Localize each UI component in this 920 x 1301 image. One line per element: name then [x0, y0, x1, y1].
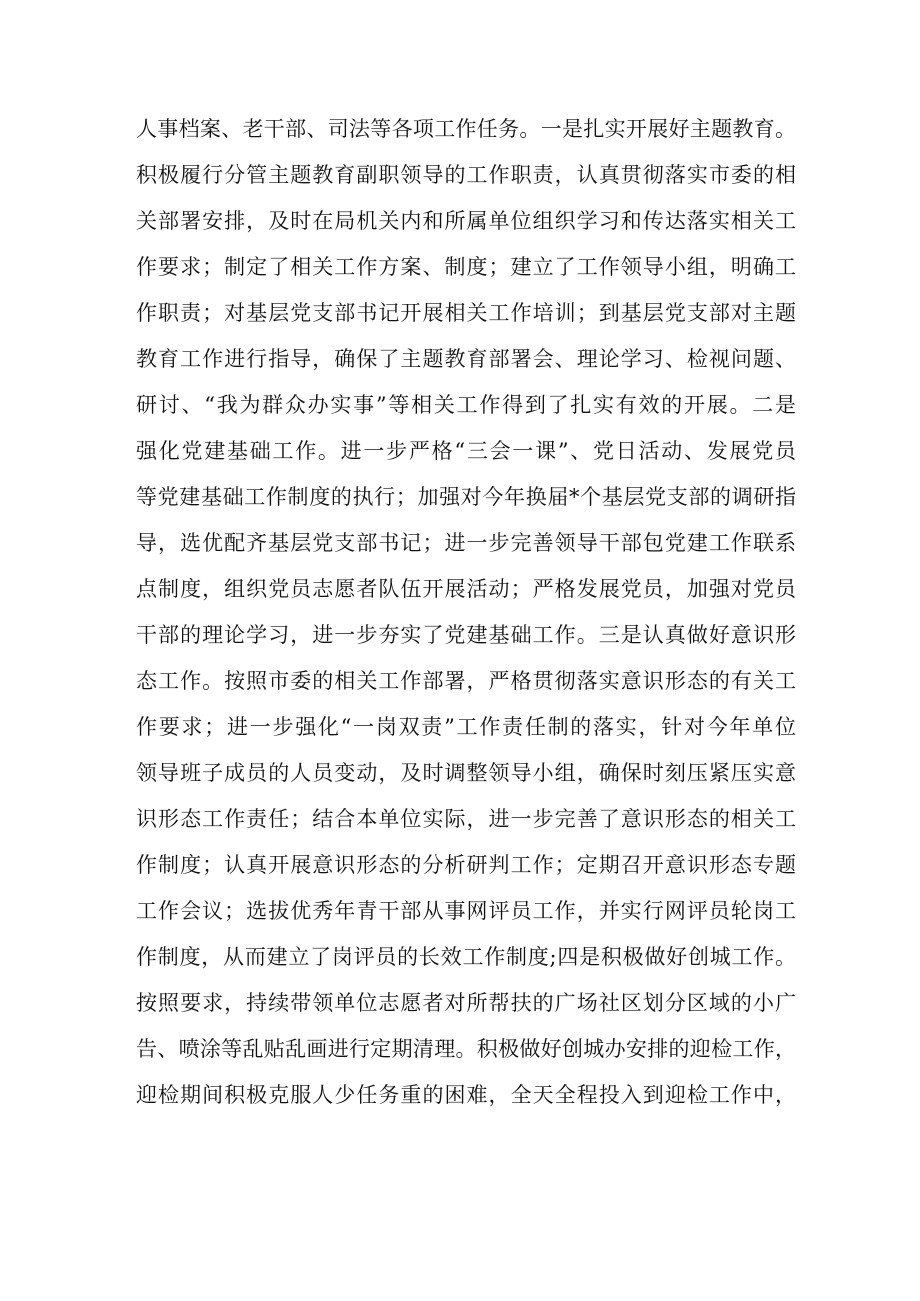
text-line: 作要求；进一步强化“一岗双责”工作责任制的落实，针对今年单位: [136, 715, 796, 739]
text-line: 关部署安排，及时在局机关内和所属单位组织学习和传达落实相关工: [136, 209, 796, 233]
text-line: 作制度；认真开展意识形态的分析研判工作；定期召开意识形态专题: [136, 853, 796, 877]
text-line: 告、喷涂等乱贴乱画进行定期清理。积极做好创城办安排的迎检工作，: [136, 1037, 796, 1061]
text-line: 干部的理论学习，进一步夯实了党建基础工作。三是认真做好意识形: [136, 623, 796, 647]
text-line: 态工作。按照市委的相关工作部署，严格贯彻落实意识形态的有关工: [136, 669, 796, 693]
text-line: 工作会议；选拔优秀年青干部从事网评员工作，并实行网评员轮岗工: [136, 899, 796, 923]
text-line: 领导班子成员的人员变动，及时调整领导小组，确保时刻压紧压实意: [136, 761, 796, 785]
text-line: 导，选优配齐基层党支部书记；进一步完善领导干部包党建工作联系: [136, 531, 796, 555]
text-line: 积极履行分管主题教育副职领导的工作职责，认真贯彻落实市委的相: [136, 163, 796, 187]
text-line: 作要求；制定了相关工作方案、制度；建立了工作领导小组，明确工: [136, 255, 796, 279]
text-line: 识形态工作责任；结合本单位实际，进一步完善了意识形态的相关工: [136, 807, 796, 831]
text-line: 研讨、“我为群众办实事”等相关工作得到了扎实有效的开展。二是: [136, 393, 796, 417]
text-line: 强化党建基础工作。进一步严格“三会一课”、党日活动、发展党员: [136, 439, 796, 463]
text-line: 作制度，从而建立了岗评员的长效工作制度;四是积极做好创城工作。: [136, 945, 796, 969]
text-line: 等党建基础工作制度的执行；加强对今年换届*个基层党支部的调研指: [136, 485, 796, 509]
text-line: 迎检期间积极克服人少任务重的困难，全天全程投入到迎检工作中，: [136, 1083, 796, 1107]
text-line: 点制度，组织党员志愿者队伍开展活动；严格发展党员，加强对党员: [136, 577, 796, 601]
body-text: [136, 106, 796, 1118]
text-line: 教育工作进行指导，确保了主题教育部署会、理论学习、检视问题、: [136, 347, 796, 371]
text-line: 作职责；对基层党支部书记开展相关工作培训；到基层党支部对主题: [136, 301, 796, 325]
text-line: 人事档案、老干部、司法等各项工作任务。一是扎实开展好主题教育。: [136, 117, 796, 141]
text-line: 按照要求，持续带领单位志愿者对所帮扶的广场社区划分区域的小广: [136, 991, 796, 1015]
